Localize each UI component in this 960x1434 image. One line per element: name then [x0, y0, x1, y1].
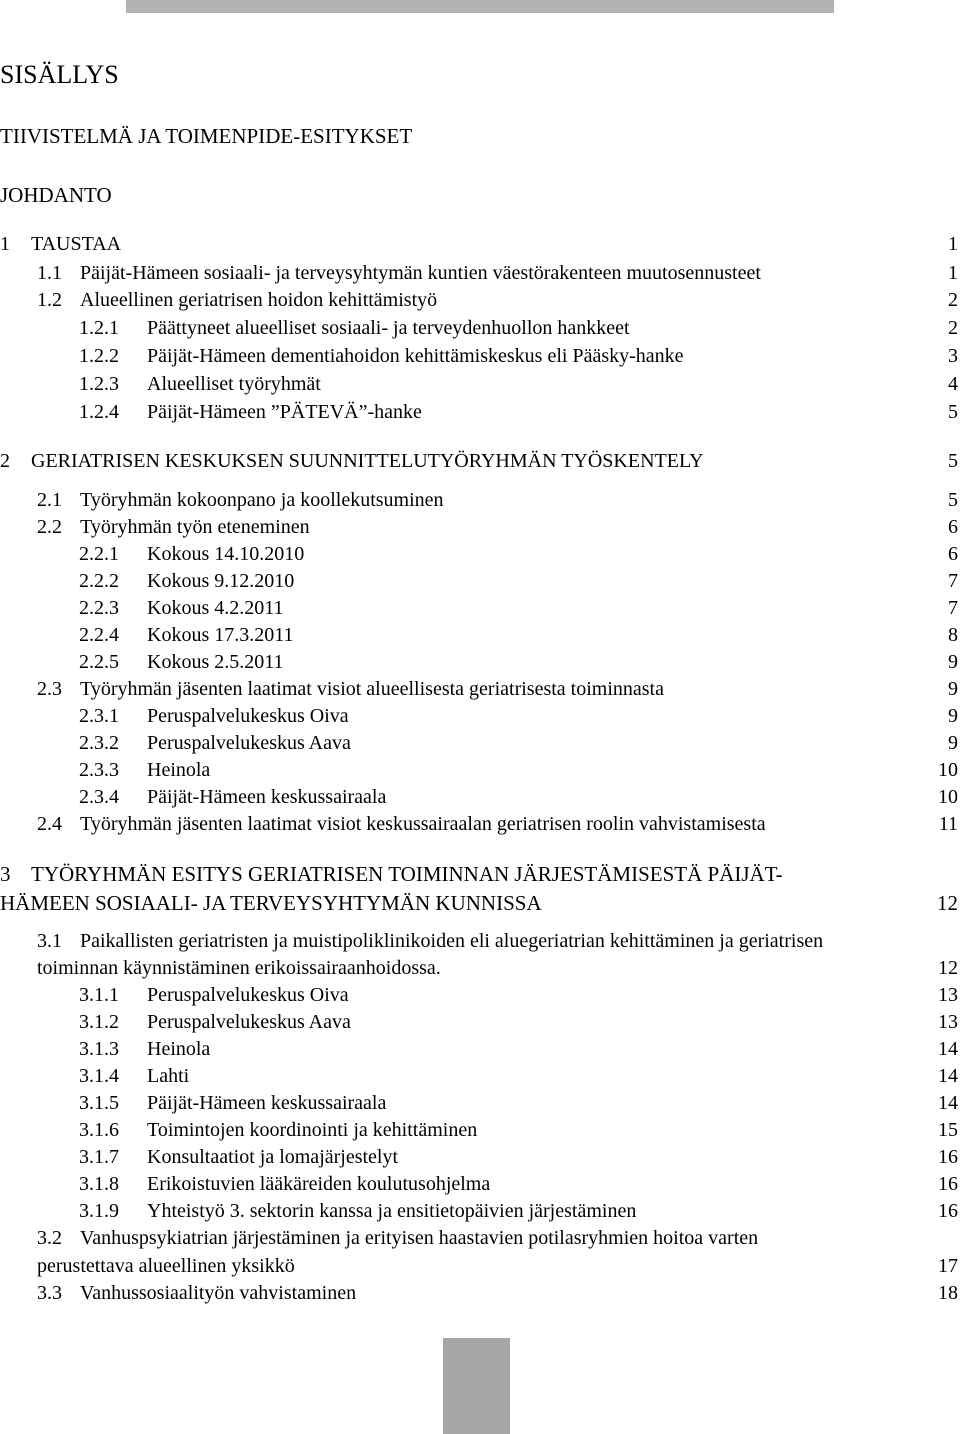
toc-entry-title: Alueellinen geriatrisen hoidon kehittämistyö	[80, 289, 438, 311]
toc-entry-number: 3.1.5	[79, 1092, 119, 1114]
top-scan-bar	[126, 0, 834, 13]
toc-entry-number: 2	[0, 450, 10, 472]
toc-entry-page: 1	[948, 233, 958, 255]
toc-entry	[0, 624, 960, 650]
toc-entry-title: Heinola	[147, 1038, 211, 1060]
toc-entry-page: 16	[938, 1173, 958, 1195]
toc-entry	[0, 597, 960, 623]
toc-entry-title: Kokous 4.2.2011	[147, 597, 284, 619]
toc-entry-page: 9	[948, 705, 958, 727]
toc-entry	[0, 1200, 960, 1226]
toc-entry-page: 18	[938, 1282, 958, 1304]
toc-entry-page: 13	[938, 1011, 958, 1033]
toc-entry-page: 9	[948, 678, 958, 700]
toc-entry	[0, 1282, 960, 1308]
toc-entry-number: 2.3.4	[79, 786, 119, 808]
toc-entry-title: Peruspalvelukeskus Oiva	[147, 984, 349, 1006]
toc-entry	[0, 957, 960, 983]
toc-entry-page: 12	[937, 891, 958, 915]
toc-entry-page: 14	[938, 1065, 958, 1087]
toc-entry-title: Yhteistyö 3. sektorin kanssa ja ensitietopäivien järjestäminen	[147, 1200, 637, 1222]
toc-entry-title: Kokous 2.5.2011	[147, 651, 284, 673]
toc-entry	[0, 732, 960, 758]
toc-entry-number: 2.3.3	[79, 759, 119, 781]
toc-entry	[0, 233, 960, 259]
toc-entry-title: TYÖRYHMÄN ESITYS GERIATRISEN TOIMINNAN JÄRJESTÄMISESTÄ PÄIJÄT-	[31, 862, 783, 886]
toc-entry	[0, 891, 960, 917]
toc-entry-page: 2	[948, 289, 958, 311]
toc-entry-page: 11	[938, 813, 958, 835]
toc-entry-page: 5	[948, 489, 958, 511]
toc-entry-number: 2.2.2	[79, 570, 119, 592]
toc-entry-number: 3	[0, 862, 11, 886]
toc-entry-page: 7	[948, 597, 958, 619]
toc-entry	[0, 651, 960, 677]
toc-entry-title: Lahti	[147, 1065, 190, 1087]
toc-entry-page: 3	[948, 345, 958, 367]
toc-entry-number: 2.2.1	[79, 543, 119, 565]
toc-entry-title: Työryhmän kokoonpano ja koollekutsuminen	[80, 489, 444, 511]
toc-entry-page: 5	[948, 401, 958, 423]
toc-entry-page: 7	[948, 570, 958, 592]
toc-entry-title: Alueelliset työryhmät	[147, 373, 321, 395]
toc-entry-title: Heinola	[147, 759, 211, 781]
toc-entry-title: HÄMEEN SOSIAALI- JA TERVEYSYHTYMÄN KUNNISSA	[0, 891, 542, 915]
heading-introduction: JOHDANTO	[0, 183, 112, 207]
toc-entry-title: Päijät-Hämeen keskussairaala	[147, 1092, 387, 1114]
bottom-scan-bar	[443, 1338, 510, 1434]
toc-entry	[0, 1011, 960, 1037]
toc-entry	[0, 450, 960, 476]
toc-entry-number: 3.1.8	[79, 1173, 119, 1195]
toc-entry-page: 14	[938, 1038, 958, 1060]
toc-entry-number: 3.1	[37, 930, 62, 952]
toc-entry-number: 1.2.1	[79, 317, 119, 339]
toc-entry-number: 3.1.9	[79, 1200, 119, 1222]
toc-entry-page: 6	[948, 516, 958, 538]
toc-entry-title: Erikoistuvien lääkäreiden koulutusohjelma	[147, 1173, 491, 1195]
toc-entry	[0, 678, 960, 704]
toc-entry-title: Päijät-Hämeen ”PÄTEVÄ”-hanke	[147, 401, 422, 423]
toc-entry	[0, 262, 960, 288]
toc-entry-title: Työryhmän jäsenten laatimat visiot alueellisesta geriatrisesta toiminnasta	[80, 678, 664, 700]
toc-entry-title: toiminnan käynnistäminen erikoissairaanhoidossa.	[37, 957, 441, 979]
toc-entry	[0, 317, 960, 343]
toc-entry-page: 9	[948, 732, 958, 754]
toc-entry-title: GERIATRISEN KESKUKSEN SUUNNITTELUTYÖRYHMÄN TYÖSKENTELY	[31, 450, 704, 472]
toc-entry-number: 3.1.6	[79, 1119, 119, 1141]
toc-entry-number: 3.3	[37, 1282, 62, 1304]
toc-entry	[0, 705, 960, 731]
toc-entry-page: 16	[938, 1146, 958, 1168]
toc-entry-number: 2.2.3	[79, 597, 119, 619]
toc-entry-title: Kokous 14.10.2010	[147, 543, 305, 565]
toc-entry-title: Kokous 17.3.2011	[147, 624, 294, 646]
toc-entry-number: 3.2	[37, 1227, 62, 1249]
toc-entry-page: 4	[948, 373, 958, 395]
toc-entry-number: 3.1.1	[79, 984, 119, 1006]
toc-entry	[0, 930, 960, 956]
toc-entry	[0, 401, 960, 427]
toc-entry-page: 8	[948, 624, 958, 646]
toc-entry	[0, 489, 960, 515]
toc-entry-number: 2.4	[37, 813, 62, 835]
toc-entry	[0, 570, 960, 596]
toc-entry	[0, 759, 960, 785]
toc-entry-number: 3.1.3	[79, 1038, 119, 1060]
toc-entry-page: 17	[938, 1255, 958, 1277]
toc-entry-number: 2.2.4	[79, 624, 119, 646]
toc-entry	[0, 1255, 960, 1281]
toc-entry-title: TAUSTAA	[31, 233, 122, 255]
toc-entry	[0, 516, 960, 542]
toc-entry-number: 3.1.4	[79, 1065, 119, 1087]
toc-entry-page: 2	[948, 317, 958, 339]
toc-entry	[0, 1227, 960, 1253]
toc-entry-title: Päijät-Hämeen keskussairaala	[147, 786, 387, 808]
toc-entry	[0, 813, 960, 839]
toc-entry-title: Vanhussosiaalityön vahvistaminen	[80, 1282, 357, 1304]
toc-entry-number: 2.2.5	[79, 651, 119, 673]
toc-entry-number: 2.1	[37, 489, 62, 511]
toc-entry-title: Vanhuspsykiatrian järjestäminen ja erityisen haastavien potilasryhmien hoitoa varten	[80, 1227, 759, 1249]
toc-entry-number: 1.2.2	[79, 345, 119, 367]
toc-entry-page: 15	[938, 1119, 958, 1141]
toc-entry	[0, 345, 960, 371]
toc-entry-title: Kokous 9.12.2010	[147, 570, 295, 592]
toc-entry-title: Työryhmän jäsenten laatimat visiot keskussairaalan geriatrisen roolin vahvistamisesta	[80, 813, 766, 835]
toc-entry	[0, 1065, 960, 1091]
toc-entry-page: 13	[938, 984, 958, 1006]
toc-entry-number: 2.3	[37, 678, 62, 700]
toc-entry	[0, 786, 960, 812]
toc-entry	[0, 984, 960, 1010]
heading-summary: TIIVISTELMÄ JA TOIMENPIDE-ESITYKSET	[0, 124, 413, 148]
toc-entry-title: perustettava alueellinen yksikkö	[37, 1255, 295, 1277]
toc-entry-number: 1	[0, 233, 10, 255]
toc-entry-number: 2.3.1	[79, 705, 119, 727]
toc-entry-title: Peruspalvelukeskus Oiva	[147, 705, 349, 727]
toc-entry-number: 1.2	[37, 289, 62, 311]
toc-entry-title: Päättyneet alueelliset sosiaali- ja terveydenhuollon hankkeet	[147, 317, 630, 339]
toc-entry-title: Päijät-Hämeen dementiahoidon kehittämiskeskus eli Pääsky-hanke	[147, 345, 684, 367]
toc-entry	[0, 1092, 960, 1118]
page-title: SISÄLLYS	[0, 60, 119, 89]
toc-entry-title: Konsultaatiot ja lomajärjestelyt	[147, 1146, 399, 1168]
toc-entry	[0, 1119, 960, 1145]
toc-entry-number: 3.1.7	[79, 1146, 119, 1168]
toc-entry-number: 1.2.4	[79, 401, 119, 423]
toc-entry-page: 12	[938, 957, 958, 979]
toc-entry-title: Päijät-Hämeen sosiaali- ja terveysyhtymän kuntien väestörakenteen muutosennusteet	[80, 262, 761, 284]
toc-entry-page: 14	[938, 1092, 958, 1114]
toc-entry-number: 1.1	[37, 262, 62, 284]
toc-entry	[0, 289, 960, 315]
toc-entry-page: 10	[938, 786, 958, 808]
toc-entry-number: 3.1.2	[79, 1011, 119, 1033]
toc-entry-page: 10	[938, 759, 958, 781]
toc-entry	[0, 1146, 960, 1172]
toc-entry-title: Paikallisten geriatristen ja muistipoliklinikoiden eli aluegeriatrian kehittäminen ja geriatrisen	[80, 930, 824, 952]
toc-entry-page: 1	[948, 262, 958, 284]
toc-entry	[0, 862, 960, 888]
toc-entry-title: Peruspalvelukeskus Aava	[147, 1011, 351, 1033]
toc-entry	[0, 373, 960, 399]
toc-entry-title: Peruspalvelukeskus Aava	[147, 732, 351, 754]
toc-entry-title: Työryhmän työn eteneminen	[80, 516, 310, 538]
toc-entry-number: 2.2	[37, 516, 62, 538]
toc-entry-number: 1.2.3	[79, 373, 119, 395]
toc-entry	[0, 1038, 960, 1064]
toc-entry-title: Toimintojen koordinointi ja kehittäminen	[147, 1119, 478, 1141]
toc-entry-number: 2.3.2	[79, 732, 119, 754]
toc-entry-page: 16	[938, 1200, 958, 1222]
toc-entry-page: 9	[948, 651, 958, 673]
toc-entry	[0, 543, 960, 569]
toc-entry	[0, 1173, 960, 1199]
toc-entry-page: 5	[948, 450, 958, 472]
toc-entry-page: 6	[948, 543, 958, 565]
